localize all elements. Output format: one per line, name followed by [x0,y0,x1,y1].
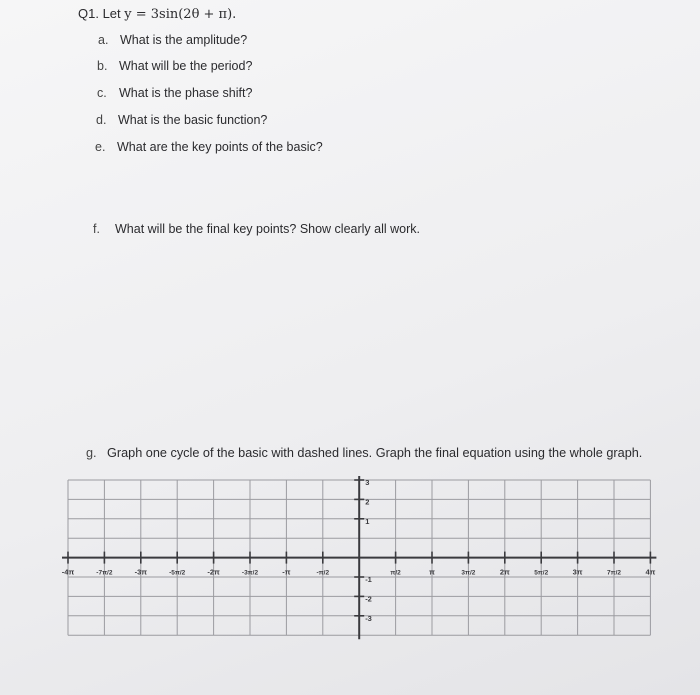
graph-svg [0,462,700,642]
x-tick-label: 3π/2 [461,569,476,577]
part-text: What will be the final key points? Show clearly all work. [115,222,420,236]
x-tick-label: -3π/2 [241,569,259,577]
x-tick-label: 4π [645,567,656,577]
x-tick-label: -π [282,567,291,577]
part-b [97,59,252,73]
part-letter: a. [98,33,109,47]
x-tick-label: -4π [61,567,75,577]
part-d [96,113,267,127]
coordinate-grid [0,462,700,642]
x-tick-label: -3π [134,567,148,577]
x-tick-label: π [429,567,435,577]
part-letter: c. [97,86,107,100]
part-letter: e. [95,140,106,154]
part-e [95,140,323,154]
y-tick-label: -1 [365,575,372,584]
question-title [78,6,236,22]
question-prefix: Q1. Let [78,6,125,21]
x-tick-label: -5π/2 [169,569,186,577]
y-tick-label: 3 [365,478,370,487]
x-tick-label: 5π/2 [534,569,549,577]
x-tick-label: -2π [207,567,220,577]
part-letter: b. [97,59,108,73]
x-tick-label: -π/2 [316,569,330,577]
part-letter: g. [86,446,97,460]
part-a [98,33,247,47]
part-text: What is the amplitude? [120,33,248,47]
part-letter: d. [96,113,107,127]
part-g [86,446,642,460]
part-text: What is the phase shift? [119,86,253,100]
question-equation: y = 3sin(2θ + π). [124,7,237,22]
x-tick-label: π/2 [390,569,401,577]
part-text: What will be the period? [119,59,253,73]
part-letter: f. [93,222,100,236]
part-c [97,86,252,100]
y-tick-label: -2 [365,594,372,604]
part-f [93,222,420,236]
part-text: Graph one cycle of the basic with dashed lines. Graph the final equation using the whole graph. [107,446,643,460]
x-tick-label: -7π/2 [96,569,113,577]
part-text: What is the basic function? [118,113,268,127]
y-tick-label: 2 [365,497,370,507]
part-text: What are the key points of the basic? [117,140,323,154]
y-tick-label: 1 [365,516,370,526]
y-tick-label: -3 [365,613,372,623]
x-tick-label: 7π/2 [606,569,622,577]
x-tick-label: 2π [499,567,510,577]
x-tick-label: 3π [572,567,583,577]
